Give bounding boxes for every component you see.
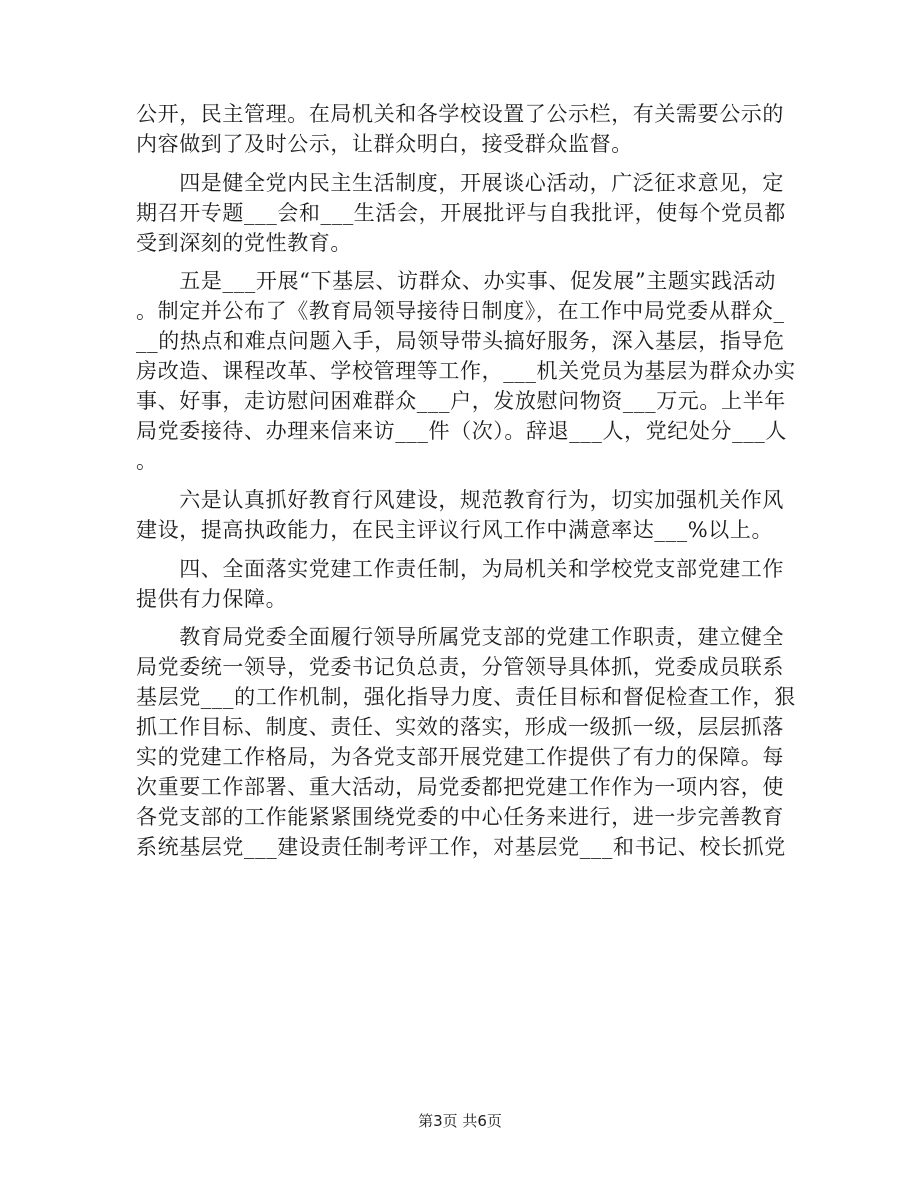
text-line: 受到深刻的党性教育。 (136, 230, 352, 255)
text-line: 事、好事，走访慰问困难群众___户，发放慰问物资___万元。上半年 (136, 389, 786, 414)
paragraph (136, 168, 786, 258)
paragraph-gap (136, 545, 776, 554)
text-line: 房改造、课程改革、学校管理等工作，___机关党员为基层为群众办实 (136, 359, 796, 384)
text-line: __的热点和难点问题入手，局领导带头搞好服务，深入基层，指导危 (136, 329, 785, 354)
paragraph-gap (136, 258, 776, 267)
paragraph (136, 99, 784, 159)
paragraph-gap (136, 614, 776, 623)
text-line: 提供有力保障。 (136, 586, 288, 611)
text-line: 期召开专题___会和___生活会，开展批评与自我批评，使每个党员都 (136, 200, 786, 225)
text-line: 。制定并公布了《教育局领导接待日制度》，在工作中局党委从群众_ (136, 299, 785, 324)
text-line: 建设，提高执政能力，在民主评议行风工作中满意率达___%以上。 (136, 518, 774, 543)
text-line: 局党委统一领导，党委书记负总责，分管领导具体抓，党委成员联系 (136, 655, 784, 680)
paragraph (136, 485, 784, 545)
text-line: 内容做到了及时公示，让群众明白，接受群众监督。 (136, 132, 633, 156)
text-line: 系统基层党___建设责任制考评工作，对基层党___和书记、校长抓党 (136, 835, 786, 860)
page-indicator: 第3页 共6页 (418, 1112, 502, 1130)
paragraph (136, 622, 796, 862)
document-body (136, 99, 796, 862)
paragraph-gap (136, 159, 776, 168)
paragraph (136, 554, 784, 614)
text-line: 。 (136, 449, 158, 474)
text-line: 各党支部的工作能紧紧围绕党委的中心任务来进行，进一步完善教育 (136, 805, 784, 830)
text-line: 公开，民主管理。在局机关和各学校设置了公示栏，有关需要公示的 (136, 102, 784, 126)
text-line: 六是认真抓好教育行风建设，规范教育行为，切实加强机关作风 (136, 488, 784, 513)
text-line: 五是___开展“下基层、访群众、办实事、促发展”主题实践活动 (136, 269, 776, 294)
text-line: 四是健全党内民主生活制度，开展谈心活动，广泛征求意见，定 (136, 170, 784, 195)
page-footer (0, 1111, 920, 1131)
text-line: 教育局党委全面履行领导所属党支部的党建工作职责，建立健全 (136, 625, 784, 650)
text-line: 四、全面落实党建工作责任制，为局机关和学校党支部党建工作 (136, 556, 784, 581)
text-line: 局党委接待、办理来信来访___件（次）。辞退___人，党纪处分___人 (136, 419, 787, 444)
text-line: 抓工作目标、制度、责任、实效的落实，形成一级抓一级，层层抓落 (136, 715, 784, 740)
text-line: 基层党___的工作机制，强化指导力度、责任目标和督促检查工作，狠 (136, 685, 796, 710)
text-line: 实的党建工作格局，为各党支部开展党建工作提供了有力的保障。每 (136, 745, 784, 770)
paragraph (136, 266, 796, 476)
text-line: 次重要工作部署、重大活动，局党委都把党建工作作为一项内容，使 (136, 775, 784, 800)
paragraph-gap (136, 476, 776, 485)
